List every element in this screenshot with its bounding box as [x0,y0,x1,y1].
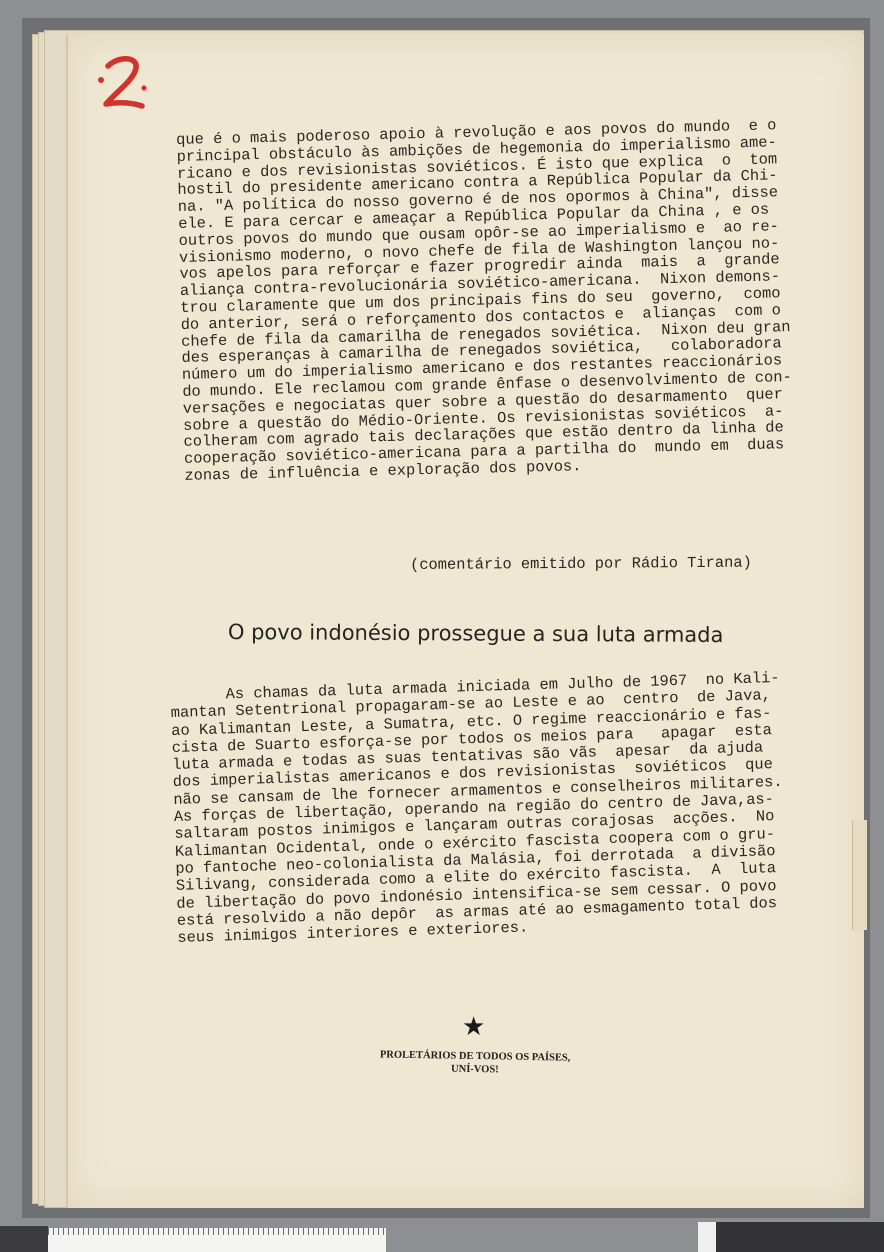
torn-page-edge [852,820,867,930]
article-heading: O povo indonésio prossegue a sua luta armada [227,620,724,648]
scan-strip [716,1222,884,1252]
scale-ruler-end [698,1222,716,1252]
handwritten-page-number [96,52,152,116]
slogan-line-1: PROLETÁRIOS DE TODOS OS PAÍSES, [379,1049,571,1064]
article-paragraph-1: que é o mais poderoso apoio à revolução e aos povos do mundo e o principal obstáculo às ambições de hegemonia do imperialismo ame- ricano e dos revisionistas soviéticos. É isto que explica o tom hostil do presidente americano contra a República Popular da Chi- na. "A política do nosso governo é de nos opormos à China", disse ele. E para cercar e ameaçar a República Popular da China , e os outros povos do mundo que ousam opôr-se ao imperialismo e ao re- visionismo moderno, o novo chefe de fila de Washington lançou no- vos apelos para reforçar e fazer progredir ainda mais a grande aliança contra-revolucionária soviético-americana. Nixon demons- trou claramente que um dos principais fins do seu governo, como do anterior, será o reforçamento dos contactos e alianças com o chefe de fila da camarilha de renegados soviética. Nixon deu gran des esperanças à camarilha de renegados soviética, colaboradora número um do imperialismo americano e dos restantes reaccionários do mundo. Ele reclamou com grande ênfase o desenvolvimento de con- versações e negociatas quer sobre a questão do desarmamento quer sobre a questão do Médio-Oriente. Os revisionistas soviéticos a- colheram com agrado tais declarações que estão dentro da linha de cooperação soviético-americana para a partilha do mundo em duas zonas de influência e exploração dos povos. [175,116,792,485]
scan-strip [0,1226,48,1252]
scale-ruler [48,1228,386,1252]
article-paragraph-2: As chamas da luta armada iniciada em Julho de 1967 no Kali- mantan Setentrional propagaram-se ao Leste e ao centro de Java, ao Kalimantan Leste, a Sumatra, etc. O regime reaccionário e fas- cista de Suarto esforça-se por todos os meios para apagar esta luta armada e todas as suas tentativas são vãs apesar da ajuda dos imperialistas americanos e dos revisionistas soviéticos que não se cansam de lhe fornecer armamentos e conselheiros militares. As forças de libertação, operando na região do centro de Java,as- saltaram postos inimigos e lançaram outras corajosas acções. No Kalimantan Ocidental, onde o exército fascista coopera com o gru- po fantoche neo-colonialista da Malásia, foi derrotada a divisão Silivang, considerada como a elite do exército fascista. A luta de libertação do povo indonésio intensifica-se sem cessar. O povo está resolvido a não depôr as armas até ao esmagamento total dos seus inimigos interiores e exteriores. [169,668,783,948]
slogan [340,1048,610,1079]
star-icon: ★ [462,1012,486,1042]
source-credit: (comentário emitido por Rádio Tirana) [410,553,752,574]
slogan-line-2: UNÍ-VOS! [450,1063,499,1076]
